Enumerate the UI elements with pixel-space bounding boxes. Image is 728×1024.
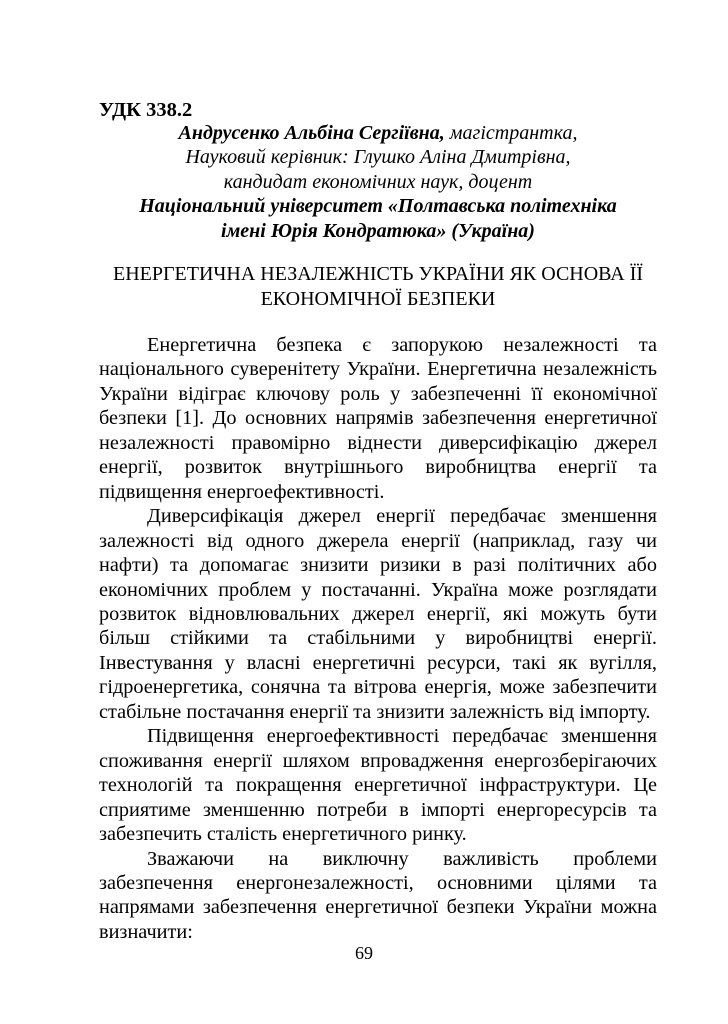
article-title	[99, 262, 657, 311]
article-body	[99, 333, 657, 944]
author-info	[99, 121, 657, 243]
article-title-line-1: ЕНЕРГЕТИЧНА НЕЗАЛЕЖНІСТЬ УКРАЇНИ ЯК ОСНОВА ЇЇ	[112, 263, 644, 285]
paragraph: Зважаючи на виключну важливість проблеми забезпечення енергонезалежності, основними цілями та напрямами забезпечення енергетичної безпеки України можна визначити:	[99, 847, 657, 943]
paragraph: Підвищення енергоефективності передбачає зменшення споживання енергії шляхом впровадження енергозберігаючих технологій та покращення енергетичної інфраструктури. Це сприятиме зменшенню потреби в імпорті енергоресурсів та забезпечить сталість енергетичного ринку.	[99, 725, 657, 846]
author-role: магістрантка,	[444, 122, 578, 144]
page-number: 69	[355, 943, 373, 963]
udk-code: УДК 338.2	[99, 99, 193, 121]
supervisor: Науковий керівник: Глушко Аліна Дмитрівна,	[185, 146, 571, 169]
university-line-1: Національний університет «Полтавська політехніка	[139, 195, 617, 218]
author-name: Андрусенко Альбіна Сергіївна,	[178, 122, 445, 144]
author-line	[99, 121, 657, 145]
paragraph: Диверсифікація джерел енергії передбачає зменшення залежності від одного джерела енергії (наприклад, газу чи нафти) та допомагає знизити ризики в разі політичних або економічних проблем у постачанні. Україна може розглядати розвиток відновлювальних джерел енергії, які можуть бути більш стійкими та стабільними у виробництві енергії. Інвестування у власні енергетичні ресурси, такі як вугілля, гідроенергетика, сонячна та вітрова енергія, може забезпечити стабільне постачання енергії та знизити залежність від імпорту.	[99, 505, 657, 723]
supervisor-degree: кандидат економічних наук, доцент	[223, 170, 533, 193]
university-line-2: імені Юрія Кондратюка» (Україна)	[221, 219, 535, 242]
paragraph: Енергетична безпека є запорукою незалежності та національного суверенітету України. Енергетична незалежність України відіграє ключову роль у забезпеченні її економічної безпеки [1]. До основних напрямів забезпечення енергетичної незалежності правомірно віднести диверсифікацію джерел енергії, розвиток внутрішнього виробництва енергії та підвищення енергоефективності.	[99, 334, 657, 503]
article-title-line-2: ЕКОНОМІЧНОЇ БЕЗПЕКИ	[260, 287, 496, 310]
